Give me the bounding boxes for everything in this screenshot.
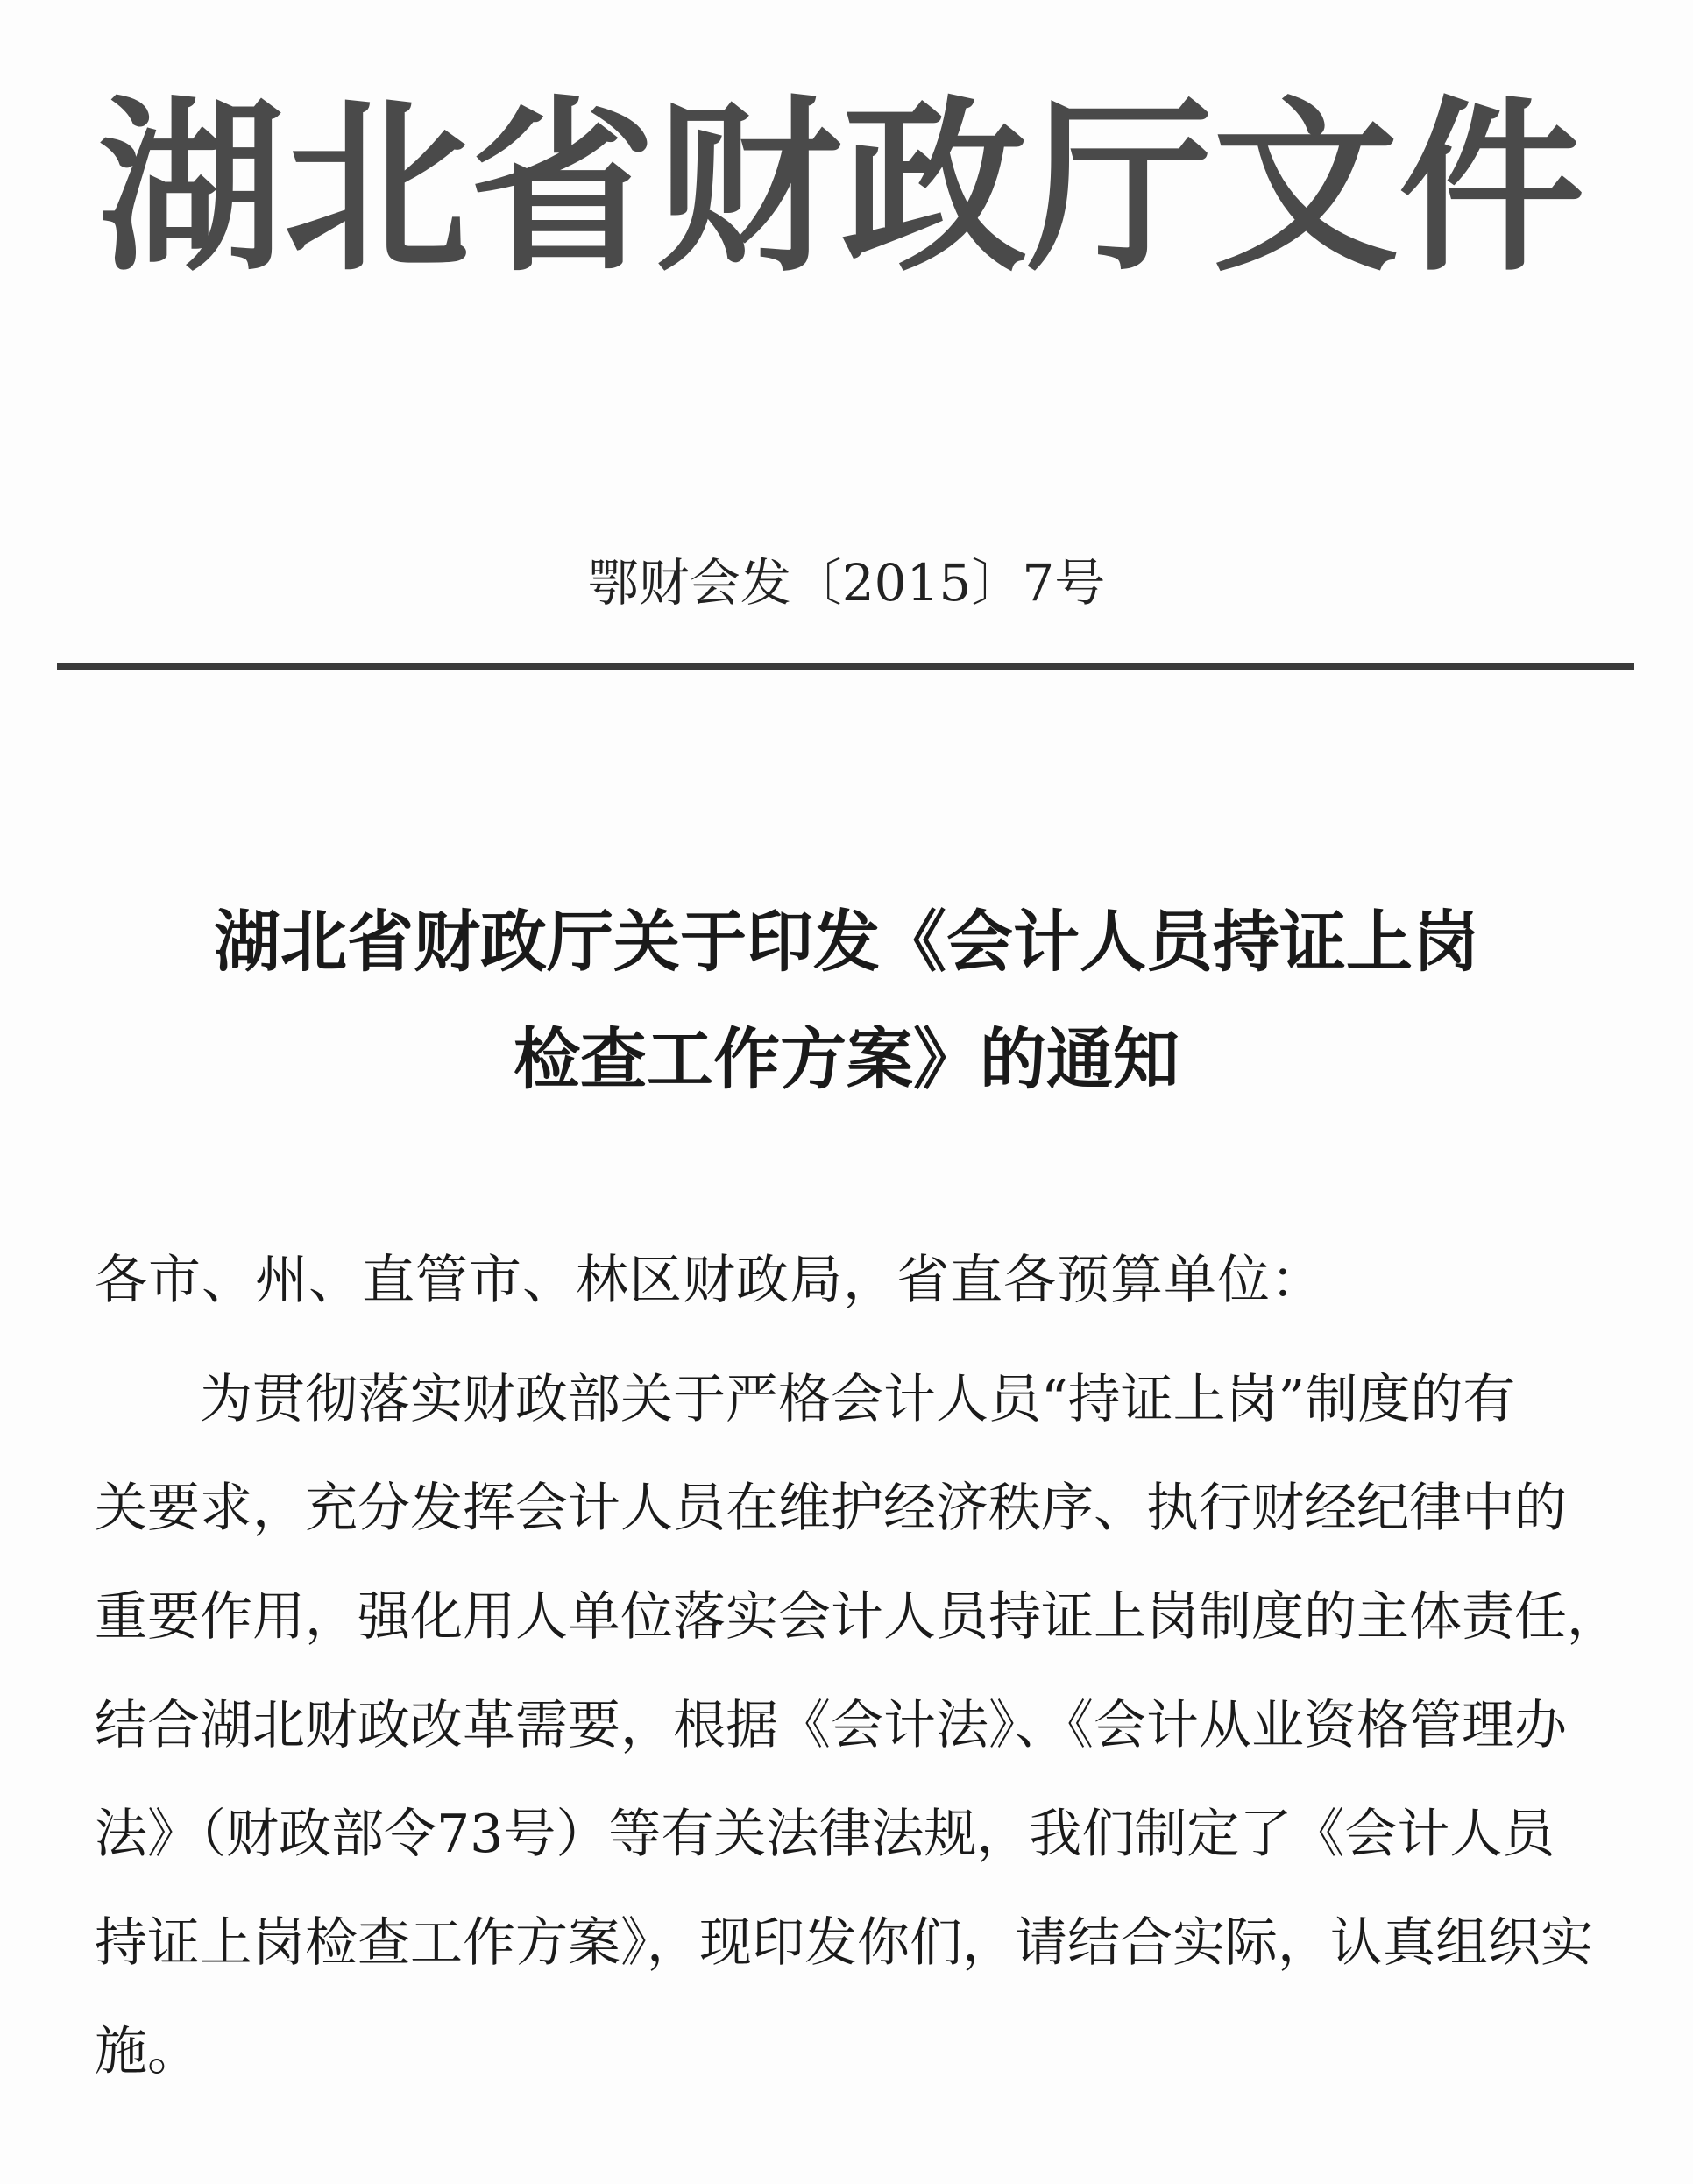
notice-title-line: 检查工作方案》的通知 [514,1020,1179,1098]
body-line: 持证上岗检查工作方案》，现印发你们，请结合实际，认真组织实 [95,1912,1593,1974]
header-divider [57,663,1634,670]
salutation: 各市、州、直管市、林区财政局，省直各预算单位： [95,1250,1324,1311]
body-line: 关要求，充分发挥会计人员在维护经济秩序、执行财经纪律中的 [95,1478,1567,1539]
document-masthead: 湖北省财政厅文件 [98,80,1584,296]
body-line: 重要作用，强化用人单位落实会计人员持证上岗制度的主体责任， [95,1586,1619,1648]
body-line: 法》（财政部令73号）等有关法律法规，我们制定了《会计人员 [95,1804,1555,1865]
body-line: 为贯彻落实财政部关于严格会计人员“持证上岗”制度的有 [200,1369,1516,1430]
document-number: 鄂财会发〔2015〕7号 [587,553,1106,613]
body-line: 结合湖北财政改革需要，根据《会计法》、《会计从业资格管理办 [95,1695,1567,1756]
notice-title-line: 湖北省财政厅关于印发《会计人员持证上岗 [214,903,1479,981]
body-paragraph [95,1345,1619,2106]
notice-title [0,883,1693,1118]
body-line: 施。 [95,2021,200,2082]
